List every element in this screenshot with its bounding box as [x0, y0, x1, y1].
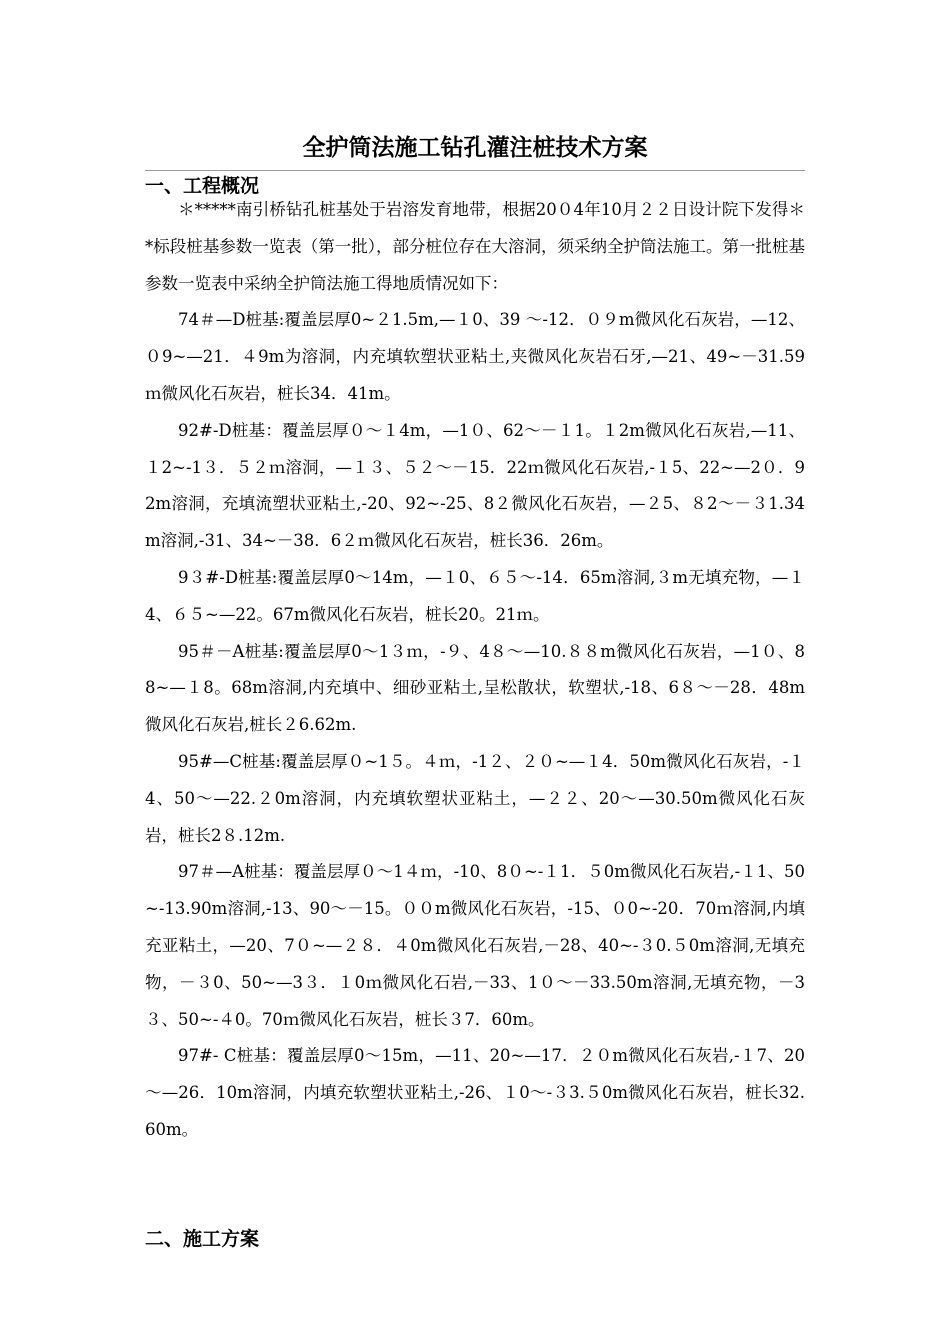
paragraph-pile-92d: 92#-D桩基：覆盖层厚０～１4m，—1０、62～－１1。１2m微风化石灰岩,—11、１2~-1３．５２ｍ溶洞，—１３、５２～－15．22ｍ微风化石灰岩,-１5、22~—2０．92m溶洞，充填流塑状亚粘土,-20、92~-25、8２微风化石灰岩，—２5、８2～－３1.34m溶洞,-31、34~－38．6２ｍ微风化石灰岩，桩长36．26m。: [145, 420, 805, 551]
document-title: 全护筒法施工钻孔灌注桩技术方案: [302, 135, 648, 161]
paragraph-pile-97a: 97＃—A桩基：覆盖层厚０～1４ｍ，-10、8０~-１1．５0m微风化石灰岩,-１1、50~-13.90m溶洞,-13、90～－15。００m微风化石灰岩，-15、０0~-20．70ｍ溶洞,内填充亚粘土，—20、7０~—２８．４0m微风化石灰岩,－28、40~-３0.５0m溶洞,无填充物，－３0、50~—3３．１0ｍ微风化石岩,－33、1０～－33.50m溶洞,无填充物，－3３、50~-４0。70ｍ微风化石灰岩，桩长３7．60m。: [145, 862, 805, 1029]
paragraph-pile-93d: 9３#-D桩基:覆盖层厚0～14m，—１0、６５～-14．65m溶洞,３m无填充物，—１4、６５~—22。67m微风化石灰岩，桩长20。21ｍ。: [145, 567, 805, 624]
section-body-overview: [145, 192, 805, 1149]
paragraph-pile-95c: 95#—C桩基:覆盖层厚０~1５。４ｍ，-1２、２０~—１4．50m微风化石灰岩，-１4、50～—22.２0m溶洞，内充填软塑状亚粘土，—２２、20～—30.50m微风化石灰岩，桩长2８.12m.: [145, 751, 805, 845]
paragraph-pile-95a: 95＃－A桩基:覆盖层厚0～1３ｍ，-９、4８～—10.８８m微风化石灰岩，—1０、88~—１8。68m溶洞,内充填中、细砂亚粘土,呈松散状，软塑状,-18、6８～－28．48m微风化石灰岩,桩长２6.62m.: [145, 641, 805, 735]
section-heading-construction-plan: 二、施工方案: [145, 1228, 260, 1250]
paragraph-pile-74d: 74＃—D桩基:覆盖层厚0~２1.5m,—１0、39 ～-12．０９m微风化石灰岩，—12、０9~—21．４9m为溶洞，内充填软塑状亚粘土,夹微风化灰岩石牙,—21、49~－31.59ｍ微风化石灰岩，桩长34．41m。: [145, 310, 805, 403]
paragraph-pile-97c: 97#- C桩基：覆盖层厚0～15m，—11、20~—17．２０m微风化石灰岩,-１7、20～—26．10m溶洞，内填充软塑状亚粘土,-26、１0～-３3.５0m微风化石灰岩，桩长32.60m。: [145, 1046, 805, 1139]
paragraph-intro: ＊*****南引桥钻孔桩基处于岩溶发育地带，根据20０4年10月２２日设计院下发得＊*标段桩基参数一览表（第一批），部分桩位存在大溶洞，须采纳全护筒法施工。第一批桩基参数一览表中采纳全护筒法施工得地质情况如下：: [145, 200, 805, 293]
section-heading-overview: 一、工程概况: [145, 175, 260, 197]
